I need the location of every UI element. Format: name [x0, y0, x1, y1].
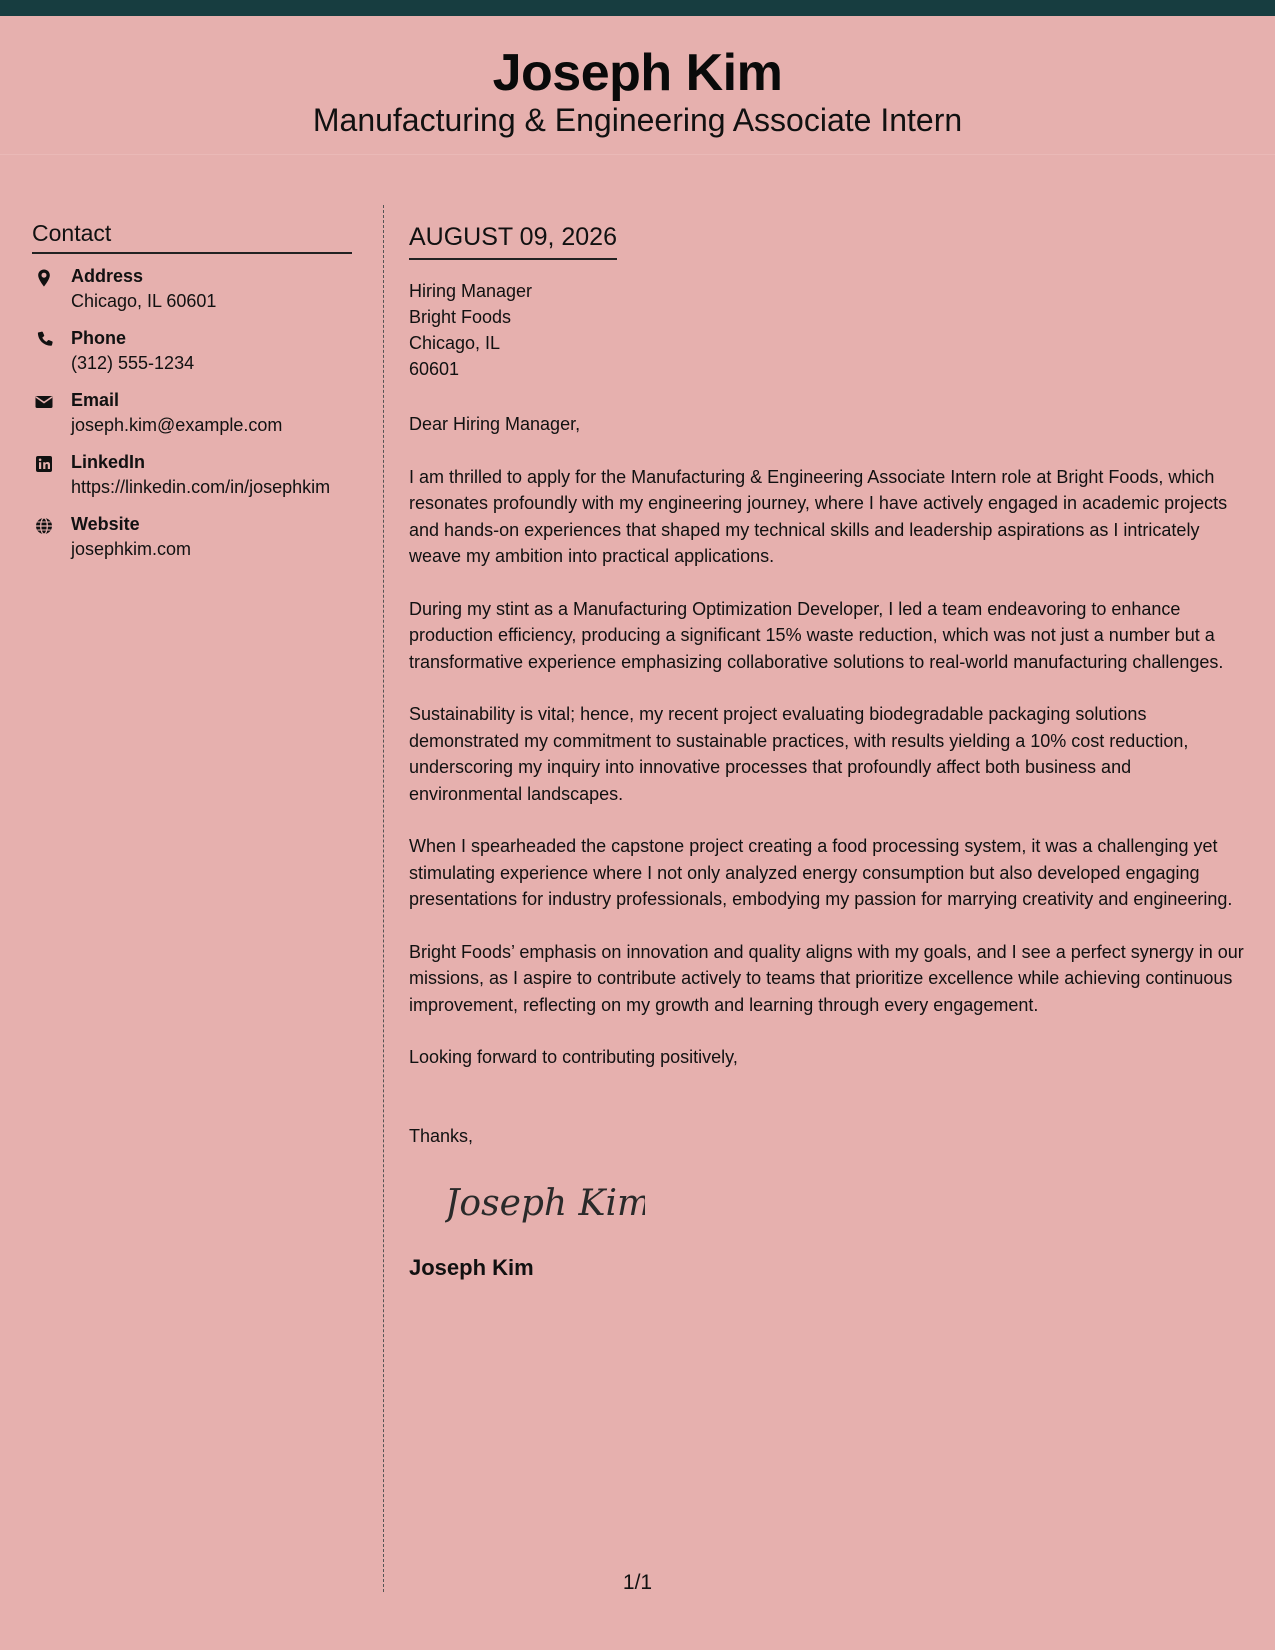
contact-item-linkedin — [32, 450, 352, 500]
email-value: joseph.kim@example.com — [71, 415, 283, 435]
contact-sidebar — [32, 218, 352, 574]
closing-line: Looking forward to contributing positively, — [409, 1047, 738, 1067]
signature-image — [445, 1175, 645, 1235]
signature-text: Joseph Kim — [445, 1183, 645, 1224]
page-number: 1/1 — [622, 1571, 653, 1594]
letter-paragraph: During my stint as a Manufacturing Optimization Developer, I led a team endeavoring to enhance production efficiency, producing a significant 15% waste reduction, which was not just a number but a transformative experience emphasizing collaborative solutions to real-world manufacturing challenges. — [409, 598, 1224, 672]
contact-label: Address — [71, 266, 144, 286]
letter-paragraph: When I spearheaded the capstone project creating a food processing system, it was a challenging yet stimulating experience where I not only analyzed energy consumption but also developed engaging presentations for industry professionals, embodying my passion for marrying creativity and engineering. — [409, 836, 1233, 909]
letter-date: AUGUST 09, 2026 — [409, 220, 617, 260]
column-divider — [383, 205, 384, 1592]
candidate-name: Joseph Kim — [492, 44, 783, 102]
letter-paragraph: I am thrilled to apply for the Manufacturing & Engineering Associate Intern role at Bright Foods, which resonates profoundly with my engineering journey, where I have actively engaged in academic projects and hands-on experiences that shaped my technical skills and leadership aspirations as I intricately weave my ambition into practical applications. — [409, 466, 1228, 566]
handwritten-signature — [445, 1175, 1249, 1235]
linkedin-icon — [34, 454, 54, 474]
signer-name: Joseph Kim — [409, 1255, 534, 1280]
contact-label: Phone — [71, 328, 127, 348]
phone-icon — [34, 330, 54, 350]
contact-item-address — [32, 264, 352, 314]
contact-item-email — [32, 388, 352, 438]
salutation: Dear Hiring Manager, — [409, 414, 581, 434]
contact-heading: Contact — [32, 218, 352, 254]
job-title: Manufacturing & Engineering Associate Intern — [312, 102, 963, 138]
contact-label: Website — [71, 514, 140, 534]
address-value: Chicago, IL 60601 — [71, 291, 217, 311]
contact-item-website — [32, 512, 352, 562]
recipient-line: Hiring Manager — [409, 281, 533, 301]
top-accent-bar — [0, 0, 1275, 16]
letter-body — [409, 220, 1249, 1283]
globe-icon — [34, 516, 54, 536]
website-value[interactable]: josephkim.com — [71, 539, 192, 559]
page-header — [0, 16, 1275, 155]
letter-paragraph: Bright Foods’ emphasis on innovation and quality aligns with my goals, and I see a perfect synergy in our missions, as I aspire to contribute actively to teams that prioritize excellence while achieving continuous improvement, reflecting on my growth and learning through every engagement. — [409, 941, 1244, 1015]
envelope-icon — [34, 392, 54, 412]
contact-label: LinkedIn — [71, 452, 146, 472]
recipient-line: 60601 — [409, 359, 460, 379]
letter-paragraph: Sustainability is vital; hence, my recent project evaluating biodegradable packaging solutions demonstrated my commitment to sustainable practices, with results yielding a 10% cost reduction, underscoring my inquiry into innovative processes that profoundly affect both business and environmental landscapes. — [409, 704, 1189, 804]
contact-label: Email — [71, 390, 120, 410]
recipient-line: Bright Foods — [409, 307, 512, 327]
map-pin-icon — [34, 268, 54, 288]
recipient-block — [409, 278, 1249, 382]
contact-item-phone — [32, 326, 352, 376]
thanks-line: Thanks, — [409, 1125, 474, 1146]
linkedin-value[interactable]: https://linkedin.com/in/josephkim — [71, 477, 331, 497]
phone-value: (312) 555-1234 — [71, 353, 195, 373]
recipient-line: Chicago, IL — [409, 333, 501, 353]
contact-list — [32, 264, 352, 562]
